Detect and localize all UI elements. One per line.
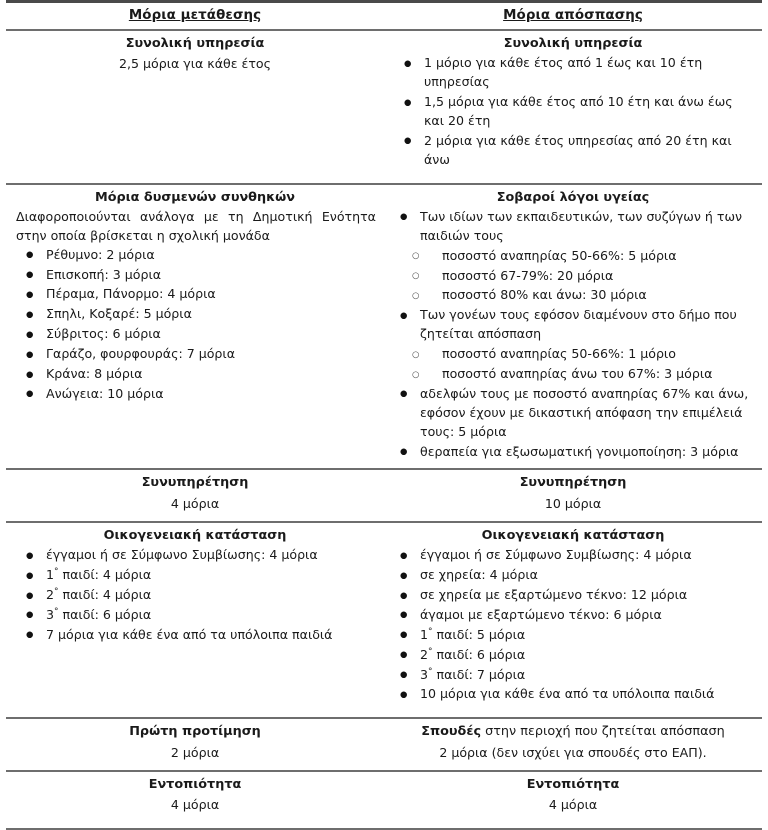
- section-title: Μόρια δυσμενών συνθηκών: [94, 189, 296, 205]
- list-item: [420, 626, 756, 646]
- list-item-text: παιδί: 4 μόρια: [58, 587, 152, 603]
- section-title: Εντοπιότητα: [526, 776, 620, 792]
- section-title: Οικογενειακή κατάσταση: [481, 527, 665, 543]
- cell-first-preference: [6, 718, 384, 771]
- cell-serious-health-reasons: [384, 184, 762, 470]
- transfer-secondment-points-table: [6, 0, 762, 830]
- list-item: ○ ποσοστό αναπηρίας 50-66%: 5 μόρια: [420, 247, 756, 267]
- ordinal-mark: °: [428, 626, 433, 637]
- list-item: ● σε χηρεία: 4 μόρια: [420, 566, 756, 586]
- ordinal-number: 3: [420, 666, 429, 682]
- list-item: [46, 566, 378, 586]
- list-item: ● έγγαμοι ή σε Σύμφωνο Συμβίωσης: 4 μόρια: [420, 546, 756, 566]
- spacer: [390, 816, 756, 822]
- cell-adverse-conditions: [6, 184, 384, 470]
- list-item: ● 1 μόριο για κάθε έτος από 1 έως και 10 έτη υπηρεσίας: [424, 54, 756, 93]
- section-title: Συνυπηρέτηση: [519, 475, 627, 491]
- section-title: Συνολική υπηρεσία: [125, 36, 265, 51]
- list-item: ● Των γονέων τους εφόσον διαμένουν στο δήμο που ζητείται απόσπαση: [420, 306, 756, 345]
- bullet-list: [390, 208, 756, 463]
- list-item-text: παιδί: 6 μόρια: [432, 646, 526, 662]
- section-paragraph: 2,5 μόρια για κάθε έτος: [118, 56, 272, 72]
- cell-total-service-right: [384, 30, 762, 184]
- ordinal-number: 2: [46, 587, 55, 603]
- list-item: ● Επισκοπή: 3 μόρια: [46, 266, 378, 286]
- bullet-list: [12, 246, 378, 405]
- list-item: ● 1,5 μόρια για κάθε έτος από 10 έτη και άνω έως και 20 έτη: [424, 93, 756, 132]
- table-row: [6, 771, 762, 830]
- section-paragraph: 4 μόρια: [170, 797, 220, 813]
- section-title: Σοβαροί λόγοι υγείας: [496, 189, 650, 205]
- section-title: Συνολική υπηρεσία: [503, 36, 643, 51]
- header-cell-secondment: [384, 2, 762, 31]
- ordinal-mark: °: [54, 606, 59, 617]
- list-item: ● θεραπεία για εξωσωματική γονιμοποίηση: 3 μόρια: [420, 443, 756, 463]
- bullet-list: [12, 546, 378, 645]
- ordinal-number: 1: [420, 626, 429, 642]
- table-header-row: [6, 2, 762, 31]
- table-row: [6, 469, 762, 522]
- spacer: [12, 76, 378, 82]
- list-item: ● άγαμοι με εξαρτώμενο τέκνο: 6 μόρια: [420, 606, 756, 626]
- spacer: [12, 646, 378, 652]
- list-item: ● Ρέθυμνο: 2 μόρια: [46, 246, 378, 266]
- list-item: ● αδελφών τους με ποσοστό αναπηρίας 67% και άνω, εφόσον έχουν με δικαστική απόφαση την επιμέλειά τους: 5 μόρια: [420, 385, 756, 443]
- list-item: ● 10 μόρια για κάθε ένα από τα υπόλοιπα παιδιά: [420, 685, 756, 705]
- list-item: ● Σύβριτος: 6 μόρια: [46, 325, 378, 345]
- list-item: [46, 606, 378, 626]
- ordinal-number: 1: [46, 567, 55, 583]
- section-title: Εντοπιότητα: [148, 776, 242, 792]
- table-body: [6, 2, 762, 830]
- section-title-bold: Σπουδές: [421, 724, 482, 740]
- section-paragraph: Διαφοροποιούνται ανάλογα με τη Δημοτική Ενότητα στην οποία βρίσκεται η σχολική μονάδα: [16, 208, 376, 243]
- section-paragraph: 4 μόρια: [548, 797, 598, 813]
- table-row: [6, 184, 762, 470]
- section-title: Οικογενειακή κατάσταση: [103, 527, 287, 543]
- ordinal-mark: °: [428, 646, 433, 657]
- cell-co-service-left: [6, 469, 384, 522]
- list-item: ● έγγαμοι ή σε Σύμφωνο Συμβίωσης: 4 μόρια: [46, 546, 378, 566]
- cell-locality-left: [6, 771, 384, 830]
- list-item: ● σε χηρεία με εξαρτώμενο τέκνο: 12 μόρια: [420, 586, 756, 606]
- list-item: ● Γαράζο, φουρφουράς: 7 μόρια: [46, 345, 378, 365]
- cell-family-status-right: [384, 522, 762, 718]
- list-item: ● Των ιδίων των εκπαιδευτικών, των συζύγων ή των παιδιών τους: [420, 208, 756, 247]
- section-title: [390, 721, 756, 742]
- section-title: Πρώτη προτίμηση: [129, 724, 261, 740]
- section-paragraph: 4 μόρια: [170, 495, 220, 511]
- list-item: ● Ανώγεια: 10 μόρια: [46, 385, 378, 405]
- list-item: [420, 666, 756, 686]
- table-row: [6, 522, 762, 718]
- list-item: [46, 586, 378, 606]
- column-title-secondment: Μόρια απόσπασης: [503, 8, 643, 23]
- list-item: ● Πέραμα, Πάνορμο: 4 μόρια: [46, 285, 378, 305]
- list-item: ● 7 μόρια για κάθε ένα από τα υπόλοιπα παιδιά: [46, 626, 378, 646]
- list-item-text: παιδί: 6 μόρια: [58, 606, 152, 622]
- section-paragraph: 2 μόρια (δεν ισχύει για σπουδές στο ΕΑΠ).: [439, 744, 707, 760]
- list-item-text: παιδί: 5 μόρια: [432, 626, 526, 642]
- cell-family-status-left: [6, 522, 384, 718]
- cell-locality-right: [384, 771, 762, 830]
- cell-studies: [384, 718, 762, 771]
- list-item: ○ ποσοστό αναπηρίας 50-66%: 1 μόριο: [420, 345, 756, 365]
- ordinal-number: 2: [420, 646, 429, 662]
- ordinal-mark: °: [428, 666, 433, 677]
- list-item: ○ ποσοστό 80% και άνω: 30 μόρια: [420, 286, 756, 306]
- list-item: [420, 646, 756, 666]
- cell-total-service-left: [6, 30, 384, 184]
- list-item-text: παιδί: 7 μόρια: [432, 666, 526, 682]
- spacer: [12, 816, 378, 822]
- spacer: [390, 705, 756, 711]
- section-paragraph: 2 μόρια: [170, 744, 220, 760]
- ordinal-mark: °: [54, 566, 59, 577]
- section-title: Συνυπηρέτηση: [141, 475, 249, 491]
- header-cell-transfer: [6, 2, 384, 31]
- ordinal-mark: °: [54, 586, 59, 597]
- list-item: ● Κράνα: 8 μόρια: [46, 365, 378, 385]
- cell-co-service-right: [384, 469, 762, 522]
- section-paragraph: 10 μόρια: [544, 495, 602, 511]
- section-title-rest: στην περιοχή που ζητείται απόσπαση: [481, 724, 725, 740]
- table-row: [6, 30, 762, 184]
- ordinal-number: 3: [46, 606, 55, 622]
- list-item: ● 2 μόρια για κάθε έτος υπηρεσίας από 20 έτη και άνω: [424, 132, 756, 171]
- bullet-list: [390, 54, 756, 170]
- spacer: [390, 171, 756, 177]
- list-item: ● Σπηλι, Κοξαρέ: 5 μόρια: [46, 305, 378, 325]
- list-item: ○ ποσοστό αναπηρίας άνω του 67%: 3 μόρια: [420, 365, 756, 385]
- column-title-transfer: Μόρια μετάθεσης: [128, 8, 262, 23]
- table-row: [6, 718, 762, 771]
- list-item: ○ ποσοστό 67-79%: 20 μόρια: [420, 267, 756, 287]
- bullet-list: [390, 546, 756, 705]
- list-item-text: παιδί: 4 μόρια: [58, 567, 152, 583]
